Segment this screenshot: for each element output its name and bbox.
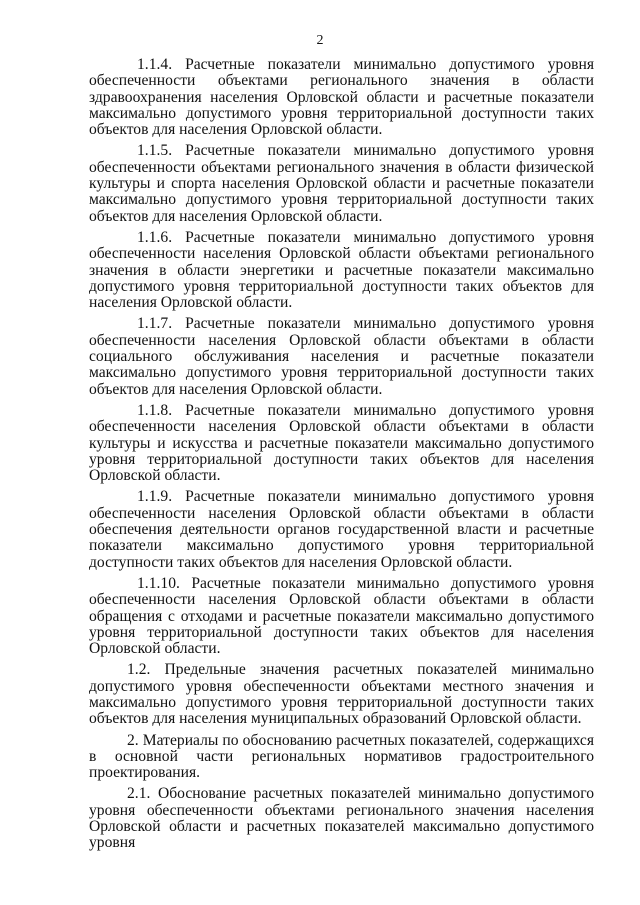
paragraph-1-2: 1.2. Предельные значения расчетных показателей минимально допустимого уровня обеспеченности объектами местного значения и максимально допустимого уровня территориальной доступности таких объектов для населения муниципальных образований Орловской области. bbox=[89, 661, 594, 728]
paragraph-1-1-8: 1.1.8. Расчетные показатели минимально допустимого уровня обеспеченности населения Орловской области объектами в области культуры и искусства и расчетные показатели максимально допустимого уровня территориальной доступности таких объектов для населения Орловской области. bbox=[89, 401, 594, 485]
paragraph-1-1-4: 1.1.4. Расчетные показатели минимально допустимого уровня обеспеченности объектами регионального значения в области здравоохранения населения Орловской области и расчетные показатели максимально допустимого уровня территориальной доступности таких объектов для населения Орловской области. bbox=[89, 56, 594, 139]
paragraph-2-1: 2.1. Обоснование расчетных показателей минимально допустимого уровня обеспеченности объектами регионального значения населения Орловской области и расчетных показателей максимально допустимого уровня bbox=[89, 785, 594, 852]
paragraph-1-1-9: 1.1.9. Расчетные показатели минимально допустимого уровня обеспеченности населения Орловской области объектами в области обеспечения деятельности органов государственной власти и расчетные показатели максимально допустимого уровня территориальной доступности таких объектов для населения Орловской области. bbox=[89, 488, 594, 571]
paragraph-2: 2. Материалы по обоснованию расчетных показателей, содержащихся в основной части региональных нормативов градостроительного проектирования. bbox=[89, 731, 594, 782]
paragraph-1-1-6: 1.1.6. Расчетные показатели минимально допустимого уровня обеспеченности населения Орловской области объектами регионального значения в области энергетики и расчетные показатели максимально допустимого уровня территориальной доступности таких объектов для населения Орловской области. bbox=[89, 228, 594, 312]
paragraph-1-1-5: 1.1.5. Расчетные показатели минимально допустимого уровня обеспеченности объектами регионального значения в области физической культуры и спорта населения Орловской области и расчетные показатели максимально допустимого уровня территориальной доступности таких объектов для населения Орловской области. bbox=[89, 142, 594, 225]
paragraph-1-1-7: 1.1.7. Расчетные показатели минимально допустимого уровня обеспеченности населения Орловской области объектами в области социального обслуживания населения и расчетные показатели максимально допустимого уровня территориальной доступности таких объектов для населения Орловской области. bbox=[89, 315, 594, 398]
paragraph-1-1-10: 1.1.10. Расчетные показатели минимально допустимого уровня обеспеченности населения Орловской области объектами в области обращения с отходами и расчетные показатели максимально допустимого уровня территориальной доступности таких объектов для населения Орловской области. bbox=[89, 574, 594, 658]
page-number: 2 bbox=[316, 33, 324, 48]
document-body bbox=[89, 57, 594, 857]
